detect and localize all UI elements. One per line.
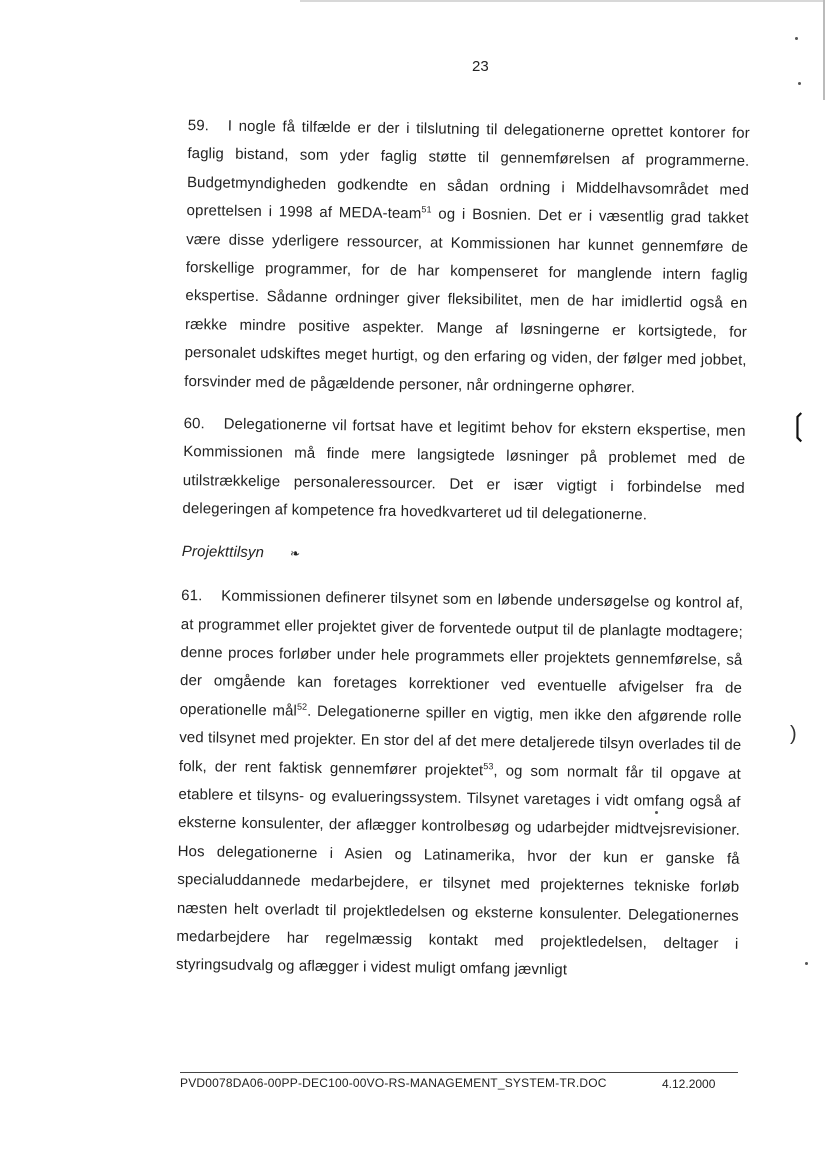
scan-edge-right bbox=[823, 0, 825, 100]
paragraph-text-cont: . Delegationerne spiller en vigtig, men ikke den afgørende rolle ved tilsynet med projekter. En stor del af det mere detaljerede tilsyn overlades til de folk, der rent faktisk gennemfører projektet bbox=[178, 702, 742, 779]
paragraph-60 bbox=[182, 410, 746, 531]
paragraph-text: Kommissionen definerer tilsynet som en løbende undersøgelse og kontrol af, at programmet eller projektet giver de forventede output til de planlagte modtagere; denne proces forløber under hele programmets eller projektets gennemførelse, så der omgående kan foretages korrektioner ved eventuelle afvigelser fra de operationelle mål bbox=[179, 587, 744, 720]
body-text bbox=[176, 112, 750, 1002]
paragraph-61 bbox=[176, 582, 743, 987]
paragraph-text-cont: og i Bosnien. Det er i væsentlig grad takket være disse yderligere ressourcer, at Kommissionen har kunnet gennemføre de forskellige programmer, for de har kompenseret for manglende intern faglig ekspertise. Sådanne ordninger giver fleksibilitet, men de har imidlertid også en række mindre positive aspekter. Mange af løsningerne er kortsigtede, for personalet udskiftes meget hurtigt, og den erfaring og viden, der følger med jobbet, forsvinder med de pågældende personer, når ordningerne ophører. bbox=[184, 205, 749, 396]
footer-rule bbox=[180, 1072, 738, 1073]
paragraph-text-cont: , og som normalt får til opgave at etablere et tilsyns- og evalueringssystem. Tilsynet varetages i vidt omfang også af eksterne konsulenter, der aflægger kontrolbesøg og udarbejder midtvejsrevisioner. Hos delegationerne i Asien og Latinamerika, hvor der kun er ganske få specialuddannede medarbejdere, er tilsynet med projekternes tekniske forløb næsten helt overladt til projektledelsen og eksterne konsulenter. Delegationernes medarbejdere har regelmæssig kontakt med projektledelsen, deltager i styringsudvalg og aflægger i videst muligt omfang jævnligt bbox=[175, 761, 741, 979]
margin-paren-icon: ) bbox=[790, 723, 797, 745]
scan-speck bbox=[805, 962, 808, 965]
page-number: 23 bbox=[472, 58, 489, 75]
scan-speck bbox=[798, 82, 801, 85]
footnote-ref: 51 bbox=[421, 204, 432, 215]
footnote-ref: 53 bbox=[483, 760, 494, 771]
paragraph-text: Delegationerne vil fortsat have et legitimt behov for ekstern ekspertise, men Kommissionen må finde mere langsigtede løsninger på problemet med de utilstrækkelige personaleressourcer. Det er især vigtigt i forbindelse med delegeringen af kompetence fra hovedkvarteret ud til delegationerne. bbox=[182, 415, 746, 524]
footer-date: 4.12.2000 bbox=[662, 1077, 716, 1091]
footer-filename: PVD0078DA06-00PP-DEC100-00VO-RS-MANAGEMENT_SYSTEM-TR.DOC bbox=[180, 1076, 607, 1090]
paragraph-text: I nogle få tilfælde er der i tilslutning til delegationerne oprettet kontorer for faglig bistand, som yder faglig støtte til gennemførelsen af programmerne. Budgetmyndigheden godkendte en sådan ordning i Middelhavsområdet med oprettelsen i 1998 af MEDA-team bbox=[186, 117, 750, 223]
paragraph-number: 61. bbox=[181, 587, 203, 605]
scan-speck bbox=[795, 37, 798, 40]
paragraph-number: 59. bbox=[187, 116, 210, 135]
footnote-ref: 52 bbox=[296, 701, 308, 712]
section-heading bbox=[182, 538, 744, 574]
section-heading-text: Projekttilsyn bbox=[181, 542, 265, 561]
scan-edge-top bbox=[300, 0, 825, 2]
paragraph-number: 60. bbox=[183, 415, 205, 433]
scan-speck bbox=[655, 811, 658, 814]
paragraph-59 bbox=[184, 112, 750, 404]
margin-bracket-icon: ❲ bbox=[786, 409, 812, 442]
pen-mark-icon: ❧ bbox=[289, 546, 301, 561]
